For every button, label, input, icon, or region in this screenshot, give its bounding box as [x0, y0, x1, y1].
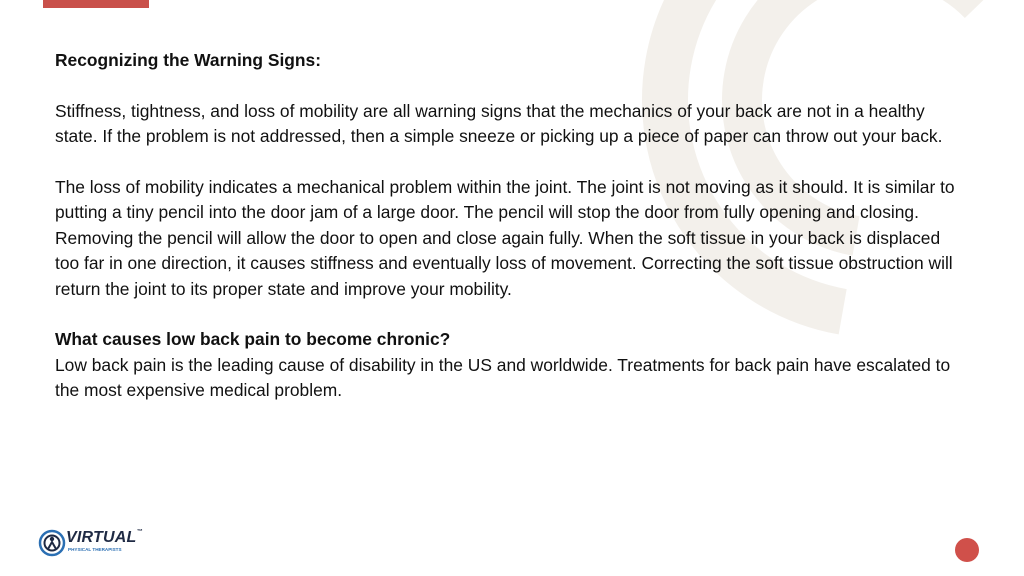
logo-subtitle: PHYSICAL THERAPISTS [68, 547, 122, 552]
slide-body [55, 48, 965, 404]
accent-dot [955, 538, 979, 562]
paragraph-chronic-pain: Low back pain is the leading cause of disability in the US and worldwide. Treatments for back pain have escalated to the most expensive medical problem. [55, 354, 951, 401]
logo-emblem-icon [38, 526, 68, 560]
top-accent-bar [43, 0, 149, 8]
section-heading-warning-signs: Recognizing the Warning Signs: [55, 50, 322, 70]
logo-name: VIRTUAL [66, 529, 137, 546]
logo-wordmark [66, 529, 143, 547]
spacer [55, 150, 965, 175]
paragraph-warning-signs: Stiffness, tightness, and loss of mobility are all warning signs that the mechanics of your back are not in a healthy state. If the problem is not addressed, then a simple sneeze or picking up a piece of paper can throw out your back. [55, 100, 943, 147]
spacer [55, 302, 965, 327]
company-logo [38, 526, 143, 560]
logo-trademark: ™ [136, 529, 143, 535]
section-heading-chronic-pain: What causes low back pain to become chronic? [55, 329, 451, 350]
paragraph-loss-of-mobility: The loss of mobility indicates a mechanical problem within the joint. The joint is not moving as it should. It is similar to putting a tiny pencil into the door jam of a large door. The pencil will stop the door from fully opening and closing. Removing the pencil will allow the door to open and close again fully. When the soft tissue in your back is displaced too far in one direction, it causes stiffness and eventually loss of movement. Correcting the soft tissue obstruction will return the joint to its proper state and improve your mobility. [55, 177, 955, 299]
spacer [55, 73, 965, 98]
